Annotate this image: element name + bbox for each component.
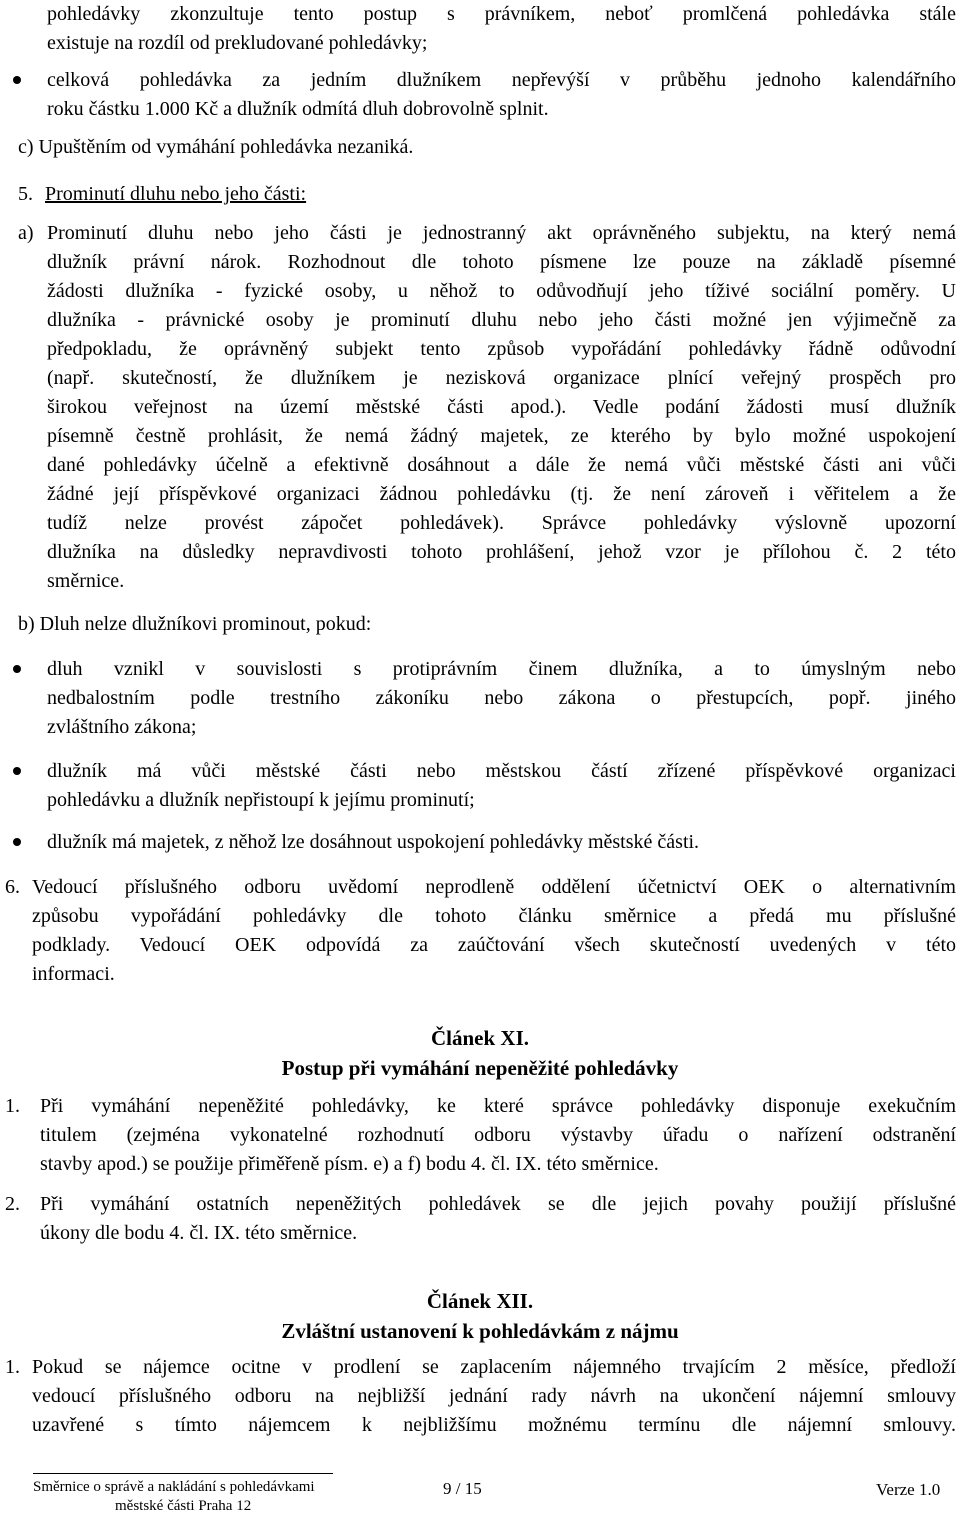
bullet-b1-line: zvláštního zákona; — [47, 716, 197, 738]
bullet-b2-line: dlužník má vůči městské části nebo městskou částí zřízené příspěvkové organizaci — [47, 760, 956, 782]
section-6-number: 6. — [5, 876, 20, 898]
footer-version: Verze 1.0 — [876, 1480, 941, 1499]
article-12-title: Článek XII. — [426, 1289, 534, 1313]
para-a-line: směrnice. — [47, 570, 125, 592]
footer-page-number: 9 / 15 — [443, 1479, 482, 1498]
para-a-line: dané pohledávky účelně a efektivně dosáhnout a dále že nemá vůči městské části ani vůči — [47, 454, 956, 476]
para-a-line: žádosti dlužníka - fyzické osoby, u něhož to odůvodňují jeho tíživé sociální poměry. U — [47, 280, 956, 302]
para-b: b) Dluh nelze dlužníkovi prominout, pokud: — [18, 613, 372, 635]
article-11-title: Článek XI. — [430, 1026, 530, 1050]
para-a-line: písemně čestně prohlásit, že nemá žádný majetek, ze kterého by bylo možné uspokojení — [47, 425, 956, 447]
article-11-item-1-line: titulem (zejména vykonatelné rozhodnutí odboru výstavby úřadu o nařízení odstranění — [40, 1124, 956, 1146]
section-6-line: podklady. Vedoucí OEK odpovídá za zaúčtování všech skutečností uvedených v této — [32, 934, 956, 956]
intro-line-1: pohledávky zkonzultuje tento postup s právníkem, neboť promlčená pohledávka stále — [47, 3, 956, 25]
para-a-line: (např. skutečností, že dlužníkem je nezisková organizace plnící veřejný prospěch pro — [47, 367, 956, 389]
item-c: c) Upuštěním od vymáhání pohledávka nezaniká. — [18, 136, 414, 158]
article-11-subtitle: Postup při vymáhání nepeněžité pohledávky — [281, 1056, 679, 1080]
para-a-line: dlužníka - právnické osoby je prominutí dluhu nebo jeho části možné jen výjimečně za — [47, 309, 956, 331]
para-a-marker: a) — [18, 222, 34, 244]
para-a-line: tudíž nelze provést zápočet pohledávek). Správce pohledávky výslovně upozorní — [47, 512, 956, 534]
section-6-line: způsobu vypořádání pohledávky dle tohoto článku směrnice a předá mu příslušné — [32, 905, 956, 927]
article-11-item-1-line: stavby apod.) se použije přiměřeně písm. e) a f) bodu 4. čl. IX. této směrnice. — [40, 1153, 659, 1175]
section-6-line: informaci. — [32, 963, 115, 985]
para-a-line: dlužník právní nárok. Rozhodnout dle tohoto písmene lze pouze na základě písemné — [47, 251, 956, 273]
bullet-limit-line-2: roku částku 1.000 Kč a dlužník odmítá dluh dobrovolně splnit. — [47, 98, 549, 120]
bullet-b2-line: pohledávku a dlužník nepřistoupí k jejímu prominutí; — [47, 789, 475, 811]
article-11-item-2-number: 2. — [5, 1193, 20, 1215]
footer-document-name: Směrnice o správě a nakládání s pohledávkami — [33, 1479, 315, 1495]
bullet-icon — [13, 76, 21, 84]
para-a-line: Prominutí dluhu nebo jeho části je jednostranný akt oprávněného subjektu, na který nemá — [47, 222, 956, 244]
bullet-icon — [13, 665, 21, 673]
bullet-limit-line-1: celková pohledávka za jedním dlužníkem nepřevýší v průběhu jednoho kalendářního — [47, 69, 956, 91]
section-6-line: Vedoucí příslušného odboru uvědomí neprodleně oddělení účetnictví OEK o alternativním — [32, 876, 956, 898]
footer-organization: městské části Praha 12 — [115, 1498, 252, 1514]
article-12-item-1-line: Pokud se nájemce ocitne v prodlení se zaplacením nájemného trvajícím 2 měsíce, předloží — [32, 1356, 956, 1378]
section-5-number: 5. — [18, 183, 33, 205]
article-11-item-1-line: Při vymáhání nepeněžité pohledávky, ke které správce pohledávky disponuje exekučním — [40, 1095, 956, 1117]
para-a-line: širokou veřejnost na území městské části apod.). Vedle podání žádosti musí dlužník — [47, 396, 956, 418]
para-a-line: předpokladu, že oprávněný subjekt tento způsob vypořádání pohledávky řádně odůvodní — [47, 338, 956, 360]
section-5-heading: Prominutí dluhu nebo jeho části: — [45, 183, 307, 205]
bullet-icon — [13, 767, 21, 775]
article-12-subtitle: Zvláštní ustanovení k pohledávkám z nájmu — [281, 1319, 679, 1343]
article-12-item-1-number: 1. — [5, 1356, 20, 1378]
intro-line-2: existuje na rozdíl od prekludované pohledávky; — [47, 32, 428, 54]
bullet-b1-line: dluh vznikl v souvislosti s protiprávním činem dlužníka, a to úmyslným nebo — [47, 658, 956, 680]
article-12-item-1-line: uzavřené s tímto nájemcem k nejbližšímu možnému termínu dle nájemní smlouvy. — [32, 1414, 956, 1436]
article-11-item-2-line: úkony dle bodu 4. čl. IX. této směrnice. — [40, 1222, 358, 1244]
article-12-item-1-line: vedoucí příslušného odboru na nejbližší jednání rady návrh na ukončení nájemní smlouvy — [32, 1385, 956, 1407]
article-11-item-2-line: Při vymáhání ostatních nepeněžitých pohledávek se dle jejich povahy použijí příslušné — [40, 1193, 956, 1215]
bullet-b1-line: nedbalostním podle trestního zákoníku nebo zákona o přestupcích, popř. jiného — [47, 687, 956, 709]
bullet-icon — [13, 838, 21, 846]
para-a-line: žádné její příspěvkové organizaci žádnou pohledávku (tj. že není zároveň i věřitelem a že — [47, 483, 956, 505]
para-a-line: dlužníka na důsledky nepravdivosti tohoto prohlášení, jehož vzor je přílohou č. 2 této — [47, 541, 956, 563]
article-11-item-1-number: 1. — [5, 1095, 20, 1117]
bullet-b3-line: dlužník má majetek, z něhož lze dosáhnout uspokojení pohledávky městské části. — [47, 831, 700, 853]
footer-divider — [33, 1473, 333, 1474]
